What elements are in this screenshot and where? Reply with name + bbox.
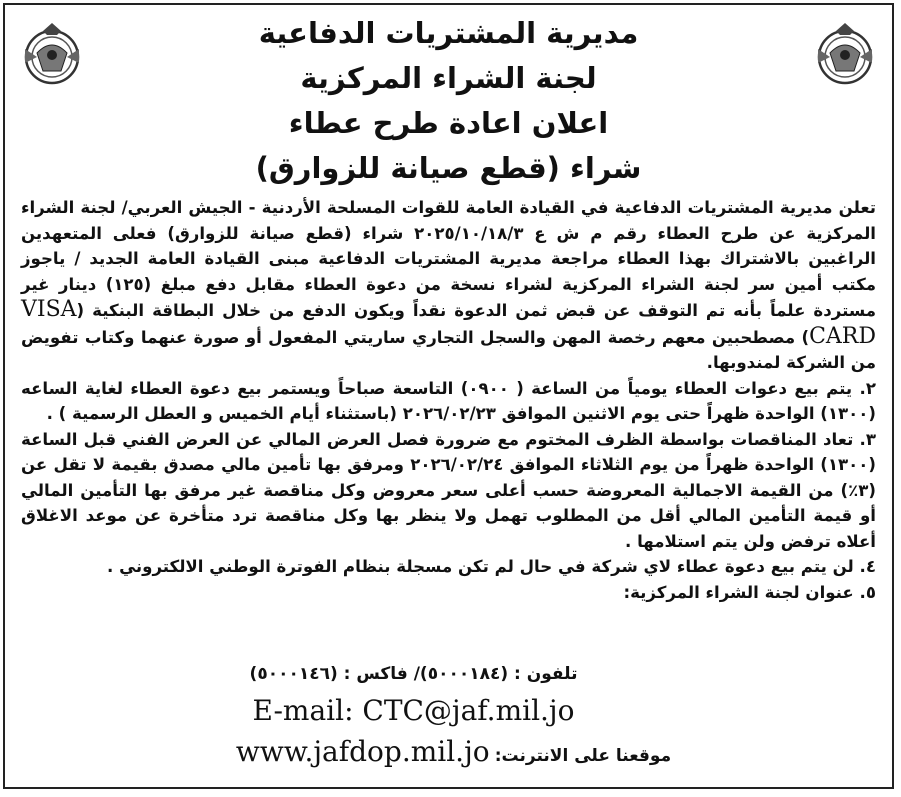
visa-card-text: VISA CARD <box>21 297 876 349</box>
email-address[interactable]: E-mail: CTC@jaf.mil.jo <box>252 694 575 727</box>
armed-forces-emblem-icon <box>17 19 87 89</box>
committee-title: لجنة الشراء المركزية <box>300 61 597 95</box>
announcement-title: اعلان اعادة طرح عطاء <box>288 106 609 140</box>
phone-fax: تلفون : (٥٠٠٠١٨٤)/ فاكس : (٥٠٠٠١٤٦) <box>249 664 578 684</box>
tender-subject: شراء (قطع صيانة للزوارق) <box>255 151 642 185</box>
website-label: موقعنا على الانترنت: <box>494 746 672 766</box>
armed-forces-emblem-icon <box>810 19 880 89</box>
announcement-frame <box>3 3 894 789</box>
announcement-header <box>105 11 792 191</box>
clause-4: ٤. لن يتم بيع دعوة عطاء لاي شركة في حال لم تكن مسجلة بنظام الفوترة الوطني الالكتروني . <box>107 557 876 576</box>
clause-5: ٥. عنوان لجنة الشراء المركزية: <box>623 582 876 602</box>
intro-paragraph <box>21 195 876 376</box>
clause-2: ٢. يتم بيع دعوات العطاء يومياً من الساعة ( ٠٩٠٠) التاسعة صباحاً ويستمر بيع دعوة العطاء لغاية الساعه (١٣٠٠) الواحدة ظهراً حتى يوم الاثنين الموافق ٢٠٢٦/٠٢/٢٣ (باستثناء أيام الخميس و العطل الرسمية ) . <box>21 378 876 423</box>
directorate-title: مديرية المشتريات الدفاعية <box>258 16 639 50</box>
contact-block <box>85 657 742 731</box>
website-link[interactable]: www.jafdop.mil.jo <box>235 735 490 768</box>
announcement-body <box>21 195 876 605</box>
intro-text-part1: تعلن مديرية المشتريات الدفاعية في القيادة العامة للقوات المسلحة الأردنية - الجيش العربي/ لجنة الشراء المركزية عن طرح العطاء رقم م ش ع ٢٠٢٥/١٠/١٨/٣ شراء (قطع صيانة للزوارق) فعلى المتعهدين الراغبين بالاشتراك بهذا العطاء مراجعة مديرية المشتريات الدفاعية مبنى القيادة العامة الجديد / ياجوز مكتب أمين سر لجنة الشراء المركزية لشراء نسخة من دعوة العطاء مقابل دفع مبلغ (١٢٥) دينار غير مستردة علماً بأنه تم التوقف عن قبض ثمن الدعوة نقداً ويكون الدفع من خلال البطاقة البنكية ( <box>21 198 876 320</box>
intro-text-part2: ) مصطحبين معهم رخصة المهن والسجل التجاري ساريتي المفعول أو صورة عنهما وكتاب تفويض من الشركة لمندوبها. <box>21 327 876 372</box>
website-line <box>215 735 692 768</box>
clause-3: ٣. تعاد المناقصات بواسطة الظرف المختوم مع ضرورة فصل العرض المالي عن العرض الفني قبل الساعة (١٣٠٠) الواحدة ظهراً من يوم الثلاثاء الموافق ٢٠٢٦/٠٢/٢٤ ومرفق بها تأمين مالي مصدق بقيمة لا تقل عن (٣٪) من القيمة الاجمالية المعروضة حسب أعلى سعر معروض وكل مناقصة غير مرفق بها التأمين المالي أو قيمة التأمين المالي أقل من المطلوب تهمل ولا ينظر بها وكل مناقصة ترد متأخرة عن موعد الاغلاق أعلاه ترفض ولن يتم استلامها . <box>21 429 876 551</box>
